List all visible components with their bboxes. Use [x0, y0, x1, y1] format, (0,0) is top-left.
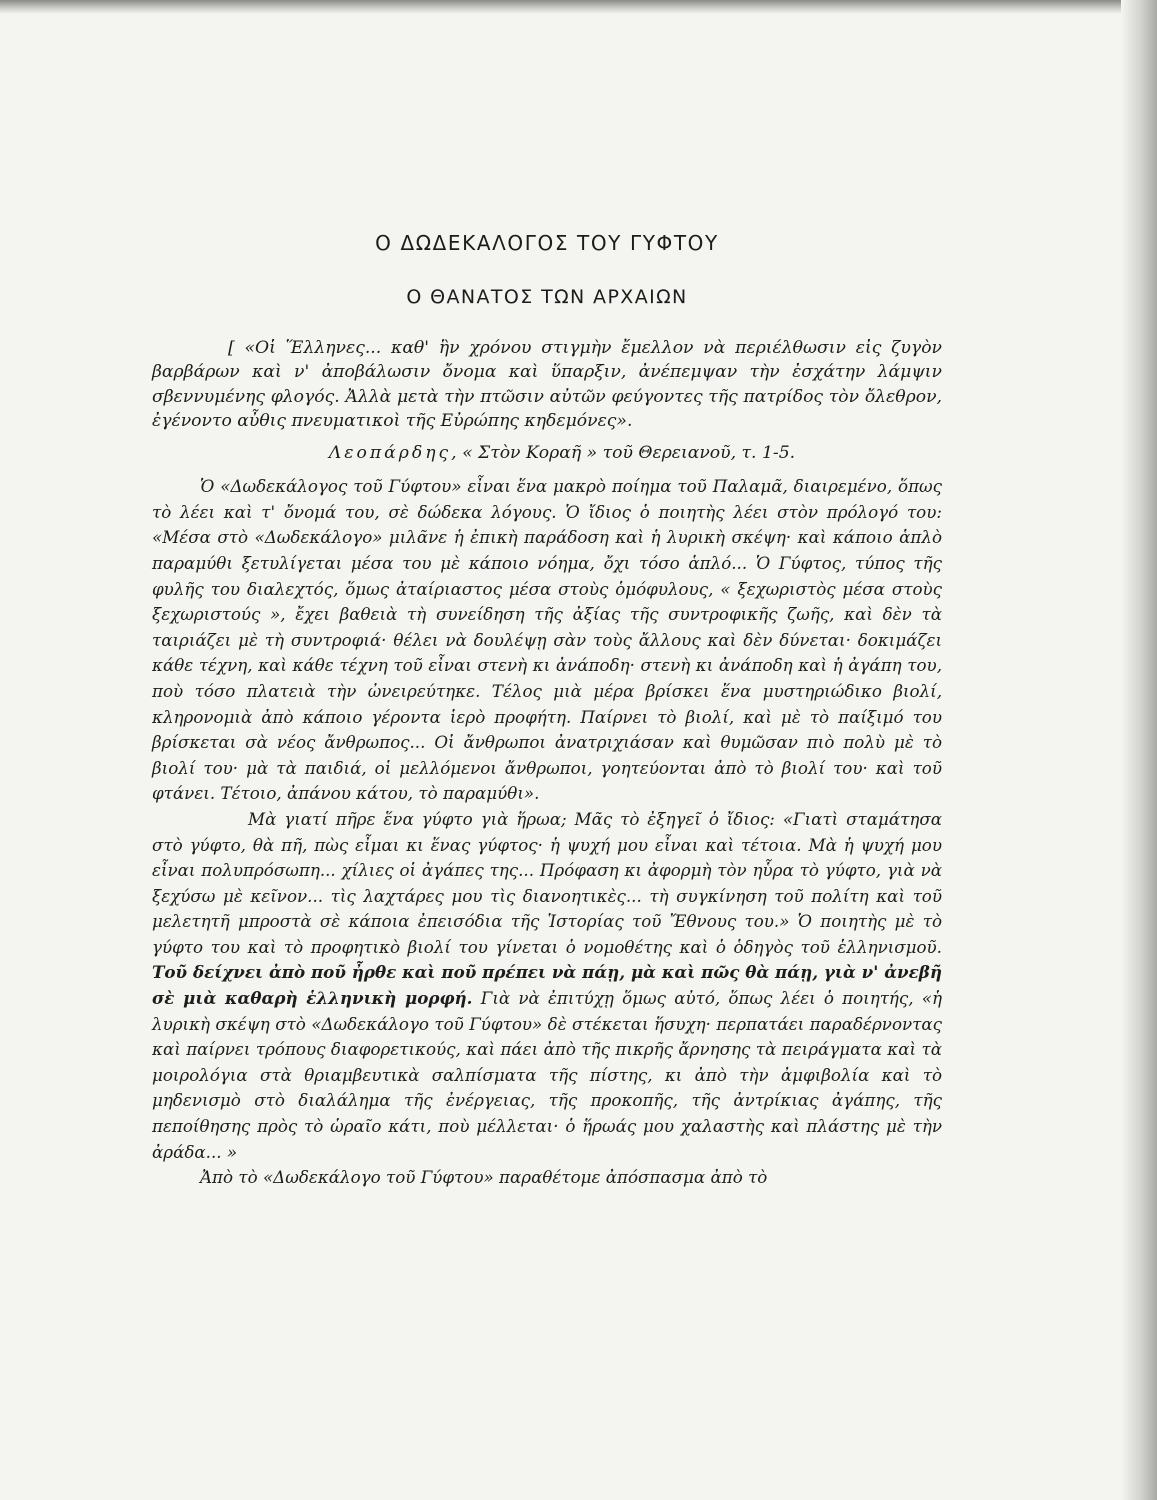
epigraph-citation: , « Στὸν Κοραῆ » τοῦ Θερειανοῦ, τ. 1-5.: [451, 443, 796, 464]
page-binding-shadow: [1121, 0, 1157, 1500]
document-subtitle: Ο ΘΑΝΑΤΟΣ ΤΩΝ ΑΡΧΑΙΩΝ: [406, 286, 688, 308]
document-title: Ο ΔΩΔΕΚΑΛΟΓΟΣ ΤΟΥ ΓΥΦΤΟΥ: [375, 231, 719, 255]
paragraph-2-text: Μὰ γιατί πῆρε ἕνα γύφτο γιὰ ἥρωα; Μᾶς τὸ ἐξηγεῖ ὁ ἴδιος: «Γιατὶ σταμάτησα στὸ γύφτο, θὰ πῆ, πὼς εἶμαι κι ἕνας γύφτος· ἡ ψυχή μου εἶναι καὶ τέτοια. Μὰ ἡ ψυχή μου εἶναι πολυπρόσωπη... χίλιες οἱ ἀγάπες της... Πρόφαση κι ἀφορμὴ τὸν ηὗρα τὸ γύφτο, γιὰ νὰ ξεχύσω μὲ κεῖνον... τὶς λαχτάρες μου τὶς διανοητικὲς... τὴ συγκίνηση τοῦ πολίτη καὶ τοῦ μελετητῆ μπροστὰ σὲ κάποια ἐπεισόδια τῆς Ἱστορίας τοῦ Ἔθνους του.» Ὁ ποιητὴς μὲ τὸ γύφτο του καὶ τὸ προφητικὸ βιολί του γίνεται ὁ νομοθέτης καὶ ὁ ὁδηγὸς τοῦ ἑλληνισμοῦ.: [152, 808, 942, 957]
page-top-edge: [0, 0, 1157, 14]
document-page: [152, 200, 942, 1191]
paragraph-3: Ἀπὸ τὸ «Δωδεκάλογο τοῦ Γύφτου» παραθέτομε ἀπόσπασμα ἀπὸ τὸ: [200, 1167, 768, 1188]
epigraph-source: [152, 441, 942, 465]
paragraph-2-continuation: Γιὰ νὰ ἐπιτύχῃ ὅμως αὐτό, ὅπως λέει ὁ ποιητής, «ἡ λυρικὴ σκέψη στὸ «Δωδεκάλογο τοῦ Γύφτου» δὲ στέκεται ἥσυχη· περπατάει παραδέρνοντας καὶ παίρνει τρόπους διαφορετικούς, καὶ πάει ἀπὸ τῆς πικρῆς ἄρνησης τὰ πειράγματα καὶ τὰ μοιρολόγια στὰ θριαμβευτικὰ σαλπίσματα τῆς πίστης, κι ἀπὸ τὴν ἀμφιβολία καὶ τὸ μηδενισμὸ στὸ διαλάλημα τῆς ἐνέργειας, τῆς προκοπῆς, τῆς ἀντρίκιας ἀγάπης, τῆς πεποίθησης πρὸς τὸ ὡραῖο κάτι, ποὺ μέλλεται· ὁ ἥρωάς μου χαλαστὴς καὶ πλάστης μὲ τὴν ἀράδα... »: [152, 988, 943, 1162]
epigraph-quote: [ «Οἱ Ἕλληνες... καθ' ἣν χρόνου στιγμὴν ἔμελλον νὰ περιέλθωσιν εἰς ζυγὸν βαρβάρων καὶ ν' ἀποβάλωσιν ὄνομα καὶ ὕπαρξιν, ἀνέπεμψαν τὴν ἐσχάτην λάμψιν σβεννυμένης φλογός. Ἀλλὰ μετὰ τὴν πτῶσιν αὐτῶν φεύγοντες τῆς πατρίδος τὸν ὄλεθρον, ἐγένοντο αὖθις πνευματικοὶ τῆς Εὐρώπης κηδεμόνες».: [152, 338, 942, 431]
paragraph-1: Ὁ «Δωδεκάλογος τοῦ Γύφτου» εἶναι ἕνα μακρὸ ποίημα τοῦ Παλαμᾶ, διαιρεμένο, ὅπως τὸ λέει καὶ τ' ὄνομά του, σὲ δώδεκα λόγους. Ὁ ἴδιος ὁ ποιητὴς λέει στὸν πρόλογό του: «Μέσα στὸ «Δωδεκάλογο» μιλᾶνε ἡ ἐπικὴ παράδοση καὶ ἡ λυρικὴ σκέψη· καὶ κάποιο ἁπλὸ παραμύθι ξετυλίγεται μέσα του μὲ κάποιο νόημα, ὄχι τόσο ἁπλό... Ὁ Γύφτος, τύπος τῆς φυλῆς του διαλεχτός, ὅμως ἀταίριαστος μέσα στοὺς ὁμόφυλους, « ξεχωριστὸς μέσα στοὺς ξεχωριστούς », ἔχει βαθειὰ τὴ συνείδηση τῆς ἀξίας τῆς συντροφικῆς ζωῆς, καὶ δὲν τὰ ταιριάζει μὲ τὴ συντροφιά· θέλει νὰ δουλέψῃ σὰν τοὺς ἄλλους καὶ δὲν δύνεται· δοκιμάζει κάθε τέχνη, καὶ κάθε τέχνη τοῦ εἶναι στενὴ κι ἀνάποδη· στενὴ κι ἀνάποδη καὶ ἡ ἀγάπη του, ποὺ τόσο πλατειὰ τὴν ὠνειρεύτηκε. Τέλος μιὰ μέρα βρίσκει ἕνα μυστηριώδικο βιολί, κληρονομιὰ ἀπὸ κάποιο γέροντα ἱερὸ προφήτη. Παίρνει τὸ βιολί, καὶ μὲ τὸ παίξιμό του βρίσκεται σὰ νέος ἄνθρωπος... Οἱ ἄνθρωποι ἀνατριχιάσαν καὶ θυμῶσαν πιὸ πολὺ μὲ τὸ βιολί του· μὰ τὰ παιδιά, οἱ μελλόμενοι ἄνθρωποι, γοητεύονται ἀπὸ τὸ βιολί του· καὶ τοῦ φτάνει. Τέτοιο, ἀπάνου κάτου, τὸ παραμύθι».: [152, 476, 942, 804]
epigraph-author: Λεοπάρδης: [328, 443, 452, 464]
paragraph-2-bold-sentence: Τοῦ δείχνει ἀπὸ ποῦ ἦρθε καὶ ποῦ πρέπει νὰ πάῃ, μὰ καὶ πῶς θὰ πάῃ, γιὰ ν' ἀνεβῆ σὲ μιὰ καθαρὴ ἑλληνικὴ μορφή.: [152, 962, 942, 1009]
paragraph-2: [152, 807, 942, 1165]
